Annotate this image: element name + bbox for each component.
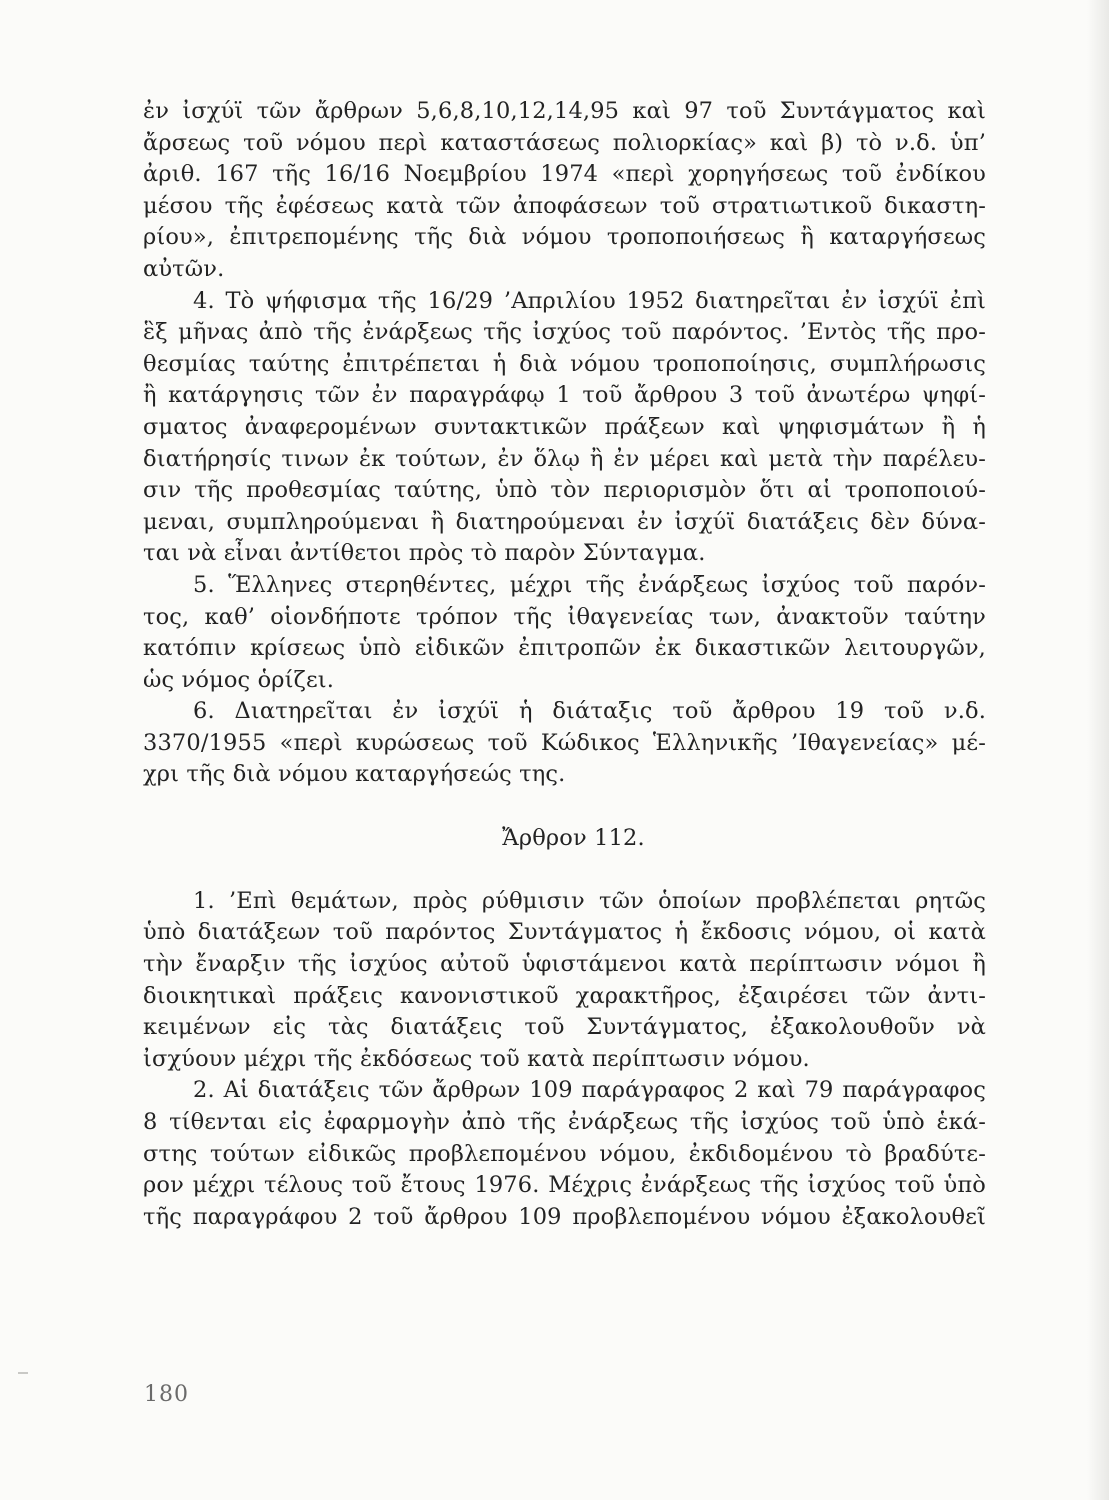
text-line: ὑπὸ διατάξεων τοῦ παρόντος Συντάγματος ἡ ἔκδοσις νόμου, οἱ κατὰ — [143, 919, 986, 946]
paragraph-5 — [143, 570, 986, 696]
text-line: 8 τίθενται εἰς ἐφαρμογὴν ἀπὸ τῆς ἐνάρξεως τῆς ἰσχύος τοῦ ὑπὸ ἑκά- — [143, 1109, 986, 1135]
article-112-paragraph-2 — [143, 1075, 986, 1233]
text-line: ἢ κατάργησις τῶν ἐν παραγράφῳ 1 τοῦ ἄρθρου 3 τοῦ ἀνωτέρω ψηφί- — [143, 382, 986, 409]
text-line: ἰσχύουν μέχρι τῆς ἐκδόσεως τοῦ κατὰ περίπτωσιν νόμου. — [143, 1045, 810, 1072]
paragraph-6 — [143, 696, 986, 791]
page-edge-shadow — [1087, 0, 1109, 1500]
text-line: ὡς νόμος ὁρίζει. — [143, 666, 335, 693]
article-112-paragraph-1 — [143, 886, 986, 1076]
text-line: αὐτῶν. — [143, 255, 225, 282]
text-line: χρι τῆς διὰ νόμου καταργήσεώς της. — [143, 761, 566, 788]
text-line: διατήρησίς τινων ἐκ τούτων, ἐν ὅλῳ ἢ ἐν μέρει καὶ μετὰ τὴν παρέλευ- — [143, 445, 986, 472]
article-heading: Ἄρθρον 112. — [502, 824, 645, 851]
text-line: ρον μέχρι τέλους τοῦ ἔτους 1976. Μέχρις ἐνάρξεως τῆς ἰσχύος τοῦ ὑπὸ — [143, 1172, 986, 1199]
text-line: τῆς παραγράφου 2 τοῦ ἄρθρου 109 προβλεπομένου νόμου ἐξακολουθεῖ — [143, 1203, 986, 1230]
text-line: ται νὰ εἶναι ἀντίθετοι πρὸς τὸ παρὸν Σύνταγμα. — [143, 540, 706, 567]
text-line: σματος ἀναφερομένων συντακτικῶν πράξεων καὶ ψηφισμάτων ἢ ἡ — [143, 413, 986, 440]
text-line: στης τούτων εἰδικῶς προβλεπομένου νόμου, ἐκδιδομένου τὸ βραδύτε- — [143, 1140, 986, 1167]
text-line: 5. Ἕλληνες στερηθέντες, μέχρι τῆς ἐνάρξεως ἰσχύος τοῦ παρόν- — [193, 571, 986, 598]
text-line: κατόπιν κρίσεως ὑπὸ εἰδικῶν ἐπιτροπῶν ἐκ δικαστικῶν λειτουργῶν, — [143, 635, 986, 662]
text-line: 3370/1955 «περὶ κυρώσεως τοῦ Κώδικος Ἑλληνικῆς ’Ιθαγενείας» μέ- — [143, 729, 986, 756]
text-line: μέσου τῆς ἐφέσεως κατὰ τῶν ἀποφάσεων τοῦ στρατιωτικοῦ δικαστη- — [143, 192, 986, 219]
text-line: κειμένων εἰς τὰς διατάξεις τοῦ Συντάγματος, ἐξακολουθοῦν νὰ — [143, 1014, 986, 1041]
text-line: μεναι, συμπληρούμεναι ἢ διατηρούμεναι ἐν ἰσχύϊ διατάξεις δὲν δύνα- — [143, 508, 986, 535]
text-line: 2. Αἱ διατάξεις τῶν ἄρθρων 109 παράγραφος 2 καὶ 79 παράγραφος — [193, 1077, 986, 1104]
paragraph-continuation — [143, 96, 986, 286]
paragraph-4 — [143, 286, 986, 570]
page-number: 180 — [144, 1382, 189, 1407]
text-line: διοικητικαὶ πράξεις κανονιστικοῦ χαρακτῆρος, ἐξαιρέσει τῶν ἀντι- — [143, 982, 986, 1009]
text-line: 4. Τὸ ψήφισμα τῆς 16/29 ’Απριλίου 1952 διατηρεῖται ἐν ἰσχύϊ ἐπὶ — [193, 287, 986, 314]
text-line: 1. ’Επὶ θεμάτων, πρὸς ρύθμισιν τῶν ὁποίων προβλέπεται ρητῶς — [193, 887, 986, 914]
text-line: ἄρσεως τοῦ νόμου περὶ καταστάσεως πολιορκίας» καὶ β) τὸ ν.δ. ὑπ’ — [143, 129, 986, 156]
text-line: σιν τῆς προθεσμίας ταύτης, ὑπὸ τὸν περιορισμὸν ὅτι αἱ τροποποιού- — [143, 477, 986, 504]
text-line: 6. Διατηρεῖται ἐν ἰσχύϊ ἡ διάταξις τοῦ ἄρθρου 19 τοῦ ν.δ. — [193, 698, 986, 725]
text-line: θεσμίας ταύτης ἐπιτρέπεται ἡ διὰ νόμου τροποποίησις, συμπλήρωσις — [143, 350, 986, 377]
text-line: ρίου», ἐπιτρεπομένης τῆς διὰ νόμου τροποποιήσεως ἢ καταργήσεως — [143, 224, 986, 251]
scan-speck — [18, 1372, 28, 1374]
text-line: τος, καθ’ οἱονδήποτε τρόπον τῆς ἰθαγενείας των, ἀνακτοῦν ταύτην — [143, 603, 986, 630]
text-line: ἐν ἰσχύϊ τῶν ἄρθρων 5,6,8,10,12,14,95 καὶ 97 τοῦ Συντάγματος καὶ — [143, 98, 986, 124]
text-line: ἓξ μῆνας ἀπὸ τῆς ἐνάρξεως τῆς ἰσχύος τοῦ παρόντος. ’Εντὸς τῆς προ- — [143, 319, 986, 346]
text-line: τὴν ἔναρξιν τῆς ἰσχύος αὐτοῦ ὑφιστάμενοι κατὰ περίπτωσιν νόμοι ἢ — [143, 951, 986, 978]
page-text — [143, 96, 986, 1233]
text-line: ἀριθ. 167 τῆς 16/16 Νοεμβρίου 1974 «περὶ χορηγήσεως τοῦ ἐνδίκου — [143, 161, 986, 188]
